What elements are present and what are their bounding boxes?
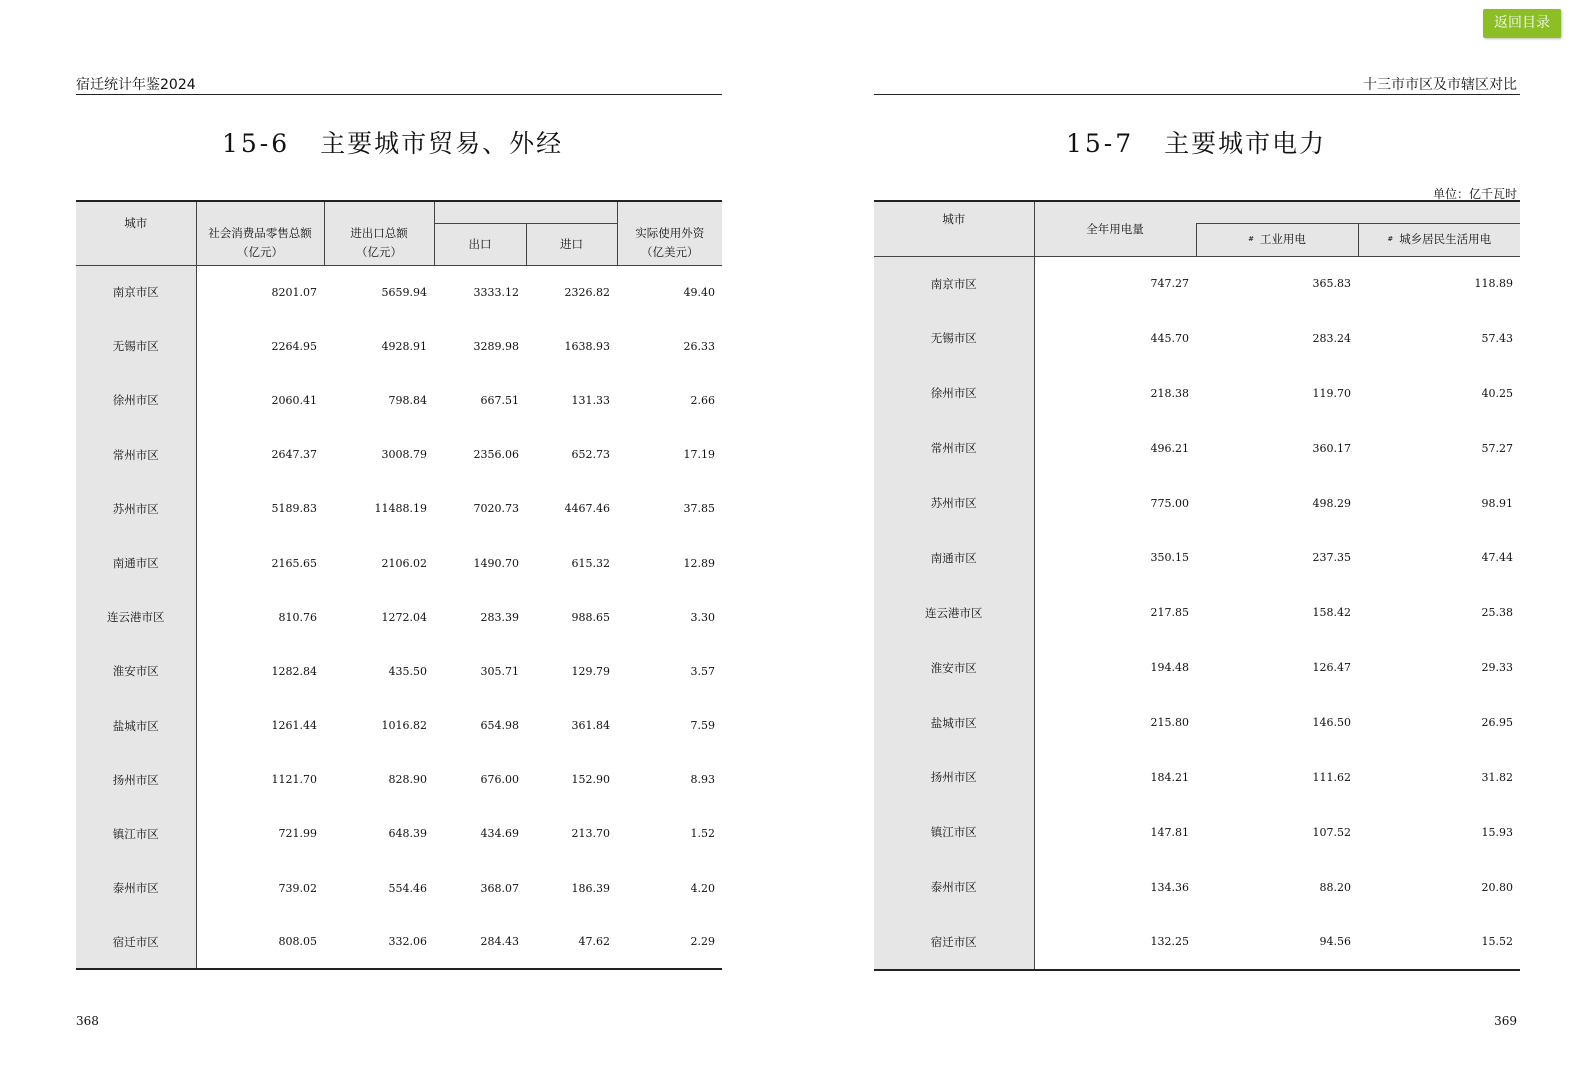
col-header-residential: # 城乡居民生活用电 xyxy=(1358,223,1520,256)
value-cell: 57.27 xyxy=(1481,441,1513,455)
city-cell: 徐州市区 xyxy=(76,373,196,427)
table-row xyxy=(874,915,1520,970)
value-cell: 1490.70 xyxy=(473,556,519,570)
value-cell: 186.39 xyxy=(571,881,610,895)
col-header-trade: 进出口总额 （亿元） xyxy=(324,201,434,265)
city-cell: 镇江市区 xyxy=(874,805,1034,860)
table-row xyxy=(76,319,722,373)
value-cell: 111.62 xyxy=(1312,770,1351,784)
value-cell: 4467.46 xyxy=(564,502,610,516)
trade-table xyxy=(76,200,722,970)
value-cell: 129.79 xyxy=(571,664,610,678)
value-cell: 107.52 xyxy=(1312,825,1351,839)
value-cell: 808.05 xyxy=(196,915,324,969)
value-cell: 810.76 xyxy=(278,610,317,624)
table-row xyxy=(874,256,1520,311)
value-cell: 1638.93 xyxy=(564,339,610,353)
col-header-city: 城市 xyxy=(76,201,196,265)
value-cell: 94.56 xyxy=(1196,915,1358,970)
table-row xyxy=(76,644,722,698)
col-header-fdi: 实际使用外资 （亿美元） xyxy=(617,201,722,265)
value-cell: 47.44 xyxy=(1481,551,1513,565)
col-header-trade-split xyxy=(434,201,617,223)
col-header-export: 出口 xyxy=(434,223,526,265)
value-cell: 361.84 xyxy=(571,719,610,733)
table-row xyxy=(76,699,722,753)
left-table-number: 15-6 xyxy=(222,129,291,158)
value-cell: 7.59 xyxy=(690,719,715,733)
value-cell: 119.70 xyxy=(1312,386,1351,400)
value-cell: 57.43 xyxy=(1481,331,1513,345)
city-cell: 连云港市区 xyxy=(874,585,1034,640)
value-cell: 2060.41 xyxy=(271,393,317,407)
city-cell: 南京市区 xyxy=(76,265,196,319)
city-cell: 无锡市区 xyxy=(76,319,196,373)
value-cell: 8201.07 xyxy=(271,285,317,299)
value-cell: 40.25 xyxy=(1481,386,1513,400)
value-cell: 284.43 xyxy=(434,915,526,969)
city-cell: 淮安市区 xyxy=(76,644,196,698)
value-cell: 739.02 xyxy=(278,881,317,895)
col-header-total-power: 全年用电量 xyxy=(1034,201,1196,256)
value-cell: 667.51 xyxy=(480,393,519,407)
value-cell: 721.99 xyxy=(278,827,317,841)
value-cell: 988.65 xyxy=(571,610,610,624)
right-table-title-text: 主要城市电力 xyxy=(1164,129,1327,158)
value-cell: 15.93 xyxy=(1481,825,1513,839)
city-cell: 盐城市区 xyxy=(874,695,1034,750)
value-cell: 496.21 xyxy=(1150,441,1189,455)
value-cell: 332.06 xyxy=(324,915,434,969)
value-cell: 3.57 xyxy=(690,664,715,678)
value-cell: 2326.82 xyxy=(564,285,610,299)
value-cell: 47.62 xyxy=(526,915,617,969)
value-cell: 445.70 xyxy=(1150,331,1189,345)
left-page-number: 368 xyxy=(76,1014,99,1028)
value-cell: 26.33 xyxy=(683,339,715,353)
value-cell: 654.98 xyxy=(480,719,519,733)
left-table-title-text: 主要城市贸易、外经 xyxy=(320,129,564,158)
value-cell: 12.89 xyxy=(683,556,715,570)
value-cell: 798.84 xyxy=(388,393,427,407)
col-header-retail: 社会消费品零售总额 （亿元） xyxy=(196,201,324,265)
table-row xyxy=(76,807,722,861)
col-header-city: 城市 xyxy=(874,201,1034,256)
table-row xyxy=(874,421,1520,476)
table-row xyxy=(76,373,722,427)
table-row xyxy=(76,265,722,319)
value-cell: 237.35 xyxy=(1312,551,1351,565)
table-row xyxy=(874,640,1520,695)
value-cell: 2.66 xyxy=(690,393,715,407)
city-cell: 宿迁市区 xyxy=(874,915,1034,970)
city-cell: 连云港市区 xyxy=(76,590,196,644)
value-cell: 20.80 xyxy=(1481,880,1513,894)
value-cell: 7020.73 xyxy=(473,502,519,516)
table-row xyxy=(874,530,1520,585)
left-table-title xyxy=(222,124,563,160)
value-cell: 368.07 xyxy=(480,881,519,895)
value-cell: 31.82 xyxy=(1481,770,1513,784)
value-cell: 131.33 xyxy=(571,393,610,407)
value-cell: 5189.83 xyxy=(271,502,317,516)
value-cell: 828.90 xyxy=(388,773,427,787)
city-cell: 扬州市区 xyxy=(76,753,196,807)
value-cell: 132.25 xyxy=(1034,915,1196,970)
table-row xyxy=(874,860,1520,915)
value-cell: 1282.84 xyxy=(271,664,317,678)
right-header-rule xyxy=(874,94,1520,95)
back-to-contents-button[interactable]: 返回目录 xyxy=(1483,9,1561,38)
value-cell: 118.89 xyxy=(1474,277,1513,291)
table-row xyxy=(76,428,722,482)
electricity-table xyxy=(874,200,1520,971)
right-page-number: 369 xyxy=(1494,1014,1517,1028)
right-table-number: 15-7 xyxy=(1066,129,1135,158)
city-cell: 常州市区 xyxy=(76,428,196,482)
table-row xyxy=(874,311,1520,366)
city-cell: 扬州市区 xyxy=(874,750,1034,805)
value-cell: 184.21 xyxy=(1150,770,1189,784)
value-cell: 37.85 xyxy=(683,502,715,516)
table-row xyxy=(874,366,1520,421)
table-row xyxy=(76,536,722,590)
value-cell: 194.48 xyxy=(1150,661,1189,675)
value-cell: 126.47 xyxy=(1312,661,1351,675)
value-cell: 1.52 xyxy=(690,827,715,841)
value-cell: 217.85 xyxy=(1150,606,1189,620)
value-cell: 3.30 xyxy=(690,610,715,624)
table-row xyxy=(874,805,1520,860)
value-cell: 652.73 xyxy=(571,448,610,462)
city-cell: 徐州市区 xyxy=(874,366,1034,421)
value-cell: 147.81 xyxy=(1150,825,1189,839)
table-row xyxy=(76,915,722,969)
value-cell: 158.42 xyxy=(1312,606,1351,620)
right-table-title xyxy=(1066,124,1326,160)
value-cell: 15.52 xyxy=(1358,915,1520,970)
value-cell: 1261.44 xyxy=(271,719,317,733)
value-cell: 134.36 xyxy=(1150,880,1189,894)
right-running-head: 十三市市区及市辖区对比 xyxy=(1363,77,1517,93)
value-cell: 2165.65 xyxy=(271,556,317,570)
value-cell: 2264.95 xyxy=(271,339,317,353)
value-cell: 305.71 xyxy=(480,664,519,678)
value-cell: 2.29 xyxy=(617,915,722,969)
value-cell: 1016.82 xyxy=(381,719,427,733)
value-cell: 218.38 xyxy=(1150,386,1189,400)
value-cell: 4928.91 xyxy=(381,339,427,353)
col-header-power-split xyxy=(1196,201,1520,223)
table-row xyxy=(874,585,1520,640)
table-row xyxy=(874,750,1520,805)
value-cell: 350.15 xyxy=(1150,551,1189,565)
city-cell: 泰州市区 xyxy=(76,861,196,915)
value-cell: 8.93 xyxy=(690,773,715,787)
col-header-import: 进口 xyxy=(526,223,617,265)
value-cell: 215.80 xyxy=(1150,716,1189,730)
value-cell: 283.24 xyxy=(1312,331,1351,345)
unit-label: 单位：亿千瓦时 xyxy=(1432,187,1517,201)
value-cell: 3008.79 xyxy=(381,448,427,462)
value-cell: 2106.02 xyxy=(381,556,427,570)
city-cell: 常州市区 xyxy=(874,421,1034,476)
value-cell: 17.19 xyxy=(683,448,715,462)
table-row xyxy=(874,476,1520,531)
city-cell: 南通市区 xyxy=(874,530,1034,585)
city-cell: 苏州市区 xyxy=(874,476,1034,531)
value-cell: 26.95 xyxy=(1481,716,1513,730)
value-cell: 3333.12 xyxy=(473,285,519,299)
value-cell: 283.39 xyxy=(480,610,519,624)
value-cell: 152.90 xyxy=(571,773,610,787)
value-cell: 49.40 xyxy=(683,285,715,299)
table-row xyxy=(76,753,722,807)
city-cell: 南京市区 xyxy=(874,256,1034,311)
value-cell: 88.20 xyxy=(1319,880,1351,894)
table-row xyxy=(76,590,722,644)
value-cell: 360.17 xyxy=(1312,441,1351,455)
value-cell: 98.91 xyxy=(1481,496,1513,510)
value-cell: 435.50 xyxy=(388,664,427,678)
city-cell: 盐城市区 xyxy=(76,699,196,753)
value-cell: 498.29 xyxy=(1312,496,1351,510)
city-cell: 淮安市区 xyxy=(874,640,1034,695)
value-cell: 1121.70 xyxy=(271,773,317,787)
value-cell: 775.00 xyxy=(1150,496,1189,510)
left-running-head: 宿迁统计年鉴2024 xyxy=(76,77,196,93)
value-cell: 648.39 xyxy=(388,827,427,841)
left-header-rule xyxy=(76,94,722,95)
value-cell: 365.83 xyxy=(1312,277,1351,291)
city-cell: 泰州市区 xyxy=(874,860,1034,915)
table-row xyxy=(76,861,722,915)
city-cell: 镇江市区 xyxy=(76,807,196,861)
value-cell: 554.46 xyxy=(388,881,427,895)
value-cell: 11488.19 xyxy=(374,502,427,516)
value-cell: 29.33 xyxy=(1481,661,1513,675)
col-header-industrial: # 工业用电 xyxy=(1196,223,1358,256)
city-cell: 苏州市区 xyxy=(76,482,196,536)
value-cell: 146.50 xyxy=(1312,716,1351,730)
table-row xyxy=(76,482,722,536)
value-cell: 4.20 xyxy=(690,881,715,895)
city-cell: 无锡市区 xyxy=(874,311,1034,366)
value-cell: 25.38 xyxy=(1481,606,1513,620)
value-cell: 434.69 xyxy=(480,827,519,841)
value-cell: 213.70 xyxy=(571,827,610,841)
value-cell: 3289.98 xyxy=(473,339,519,353)
value-cell: 5659.94 xyxy=(381,285,427,299)
value-cell: 676.00 xyxy=(480,773,519,787)
table-row xyxy=(874,695,1520,750)
value-cell: 1272.04 xyxy=(381,610,427,624)
value-cell: 747.27 xyxy=(1150,277,1189,291)
city-cell: 宿迁市区 xyxy=(76,915,196,969)
city-cell: 南通市区 xyxy=(76,536,196,590)
value-cell: 2356.06 xyxy=(473,448,519,462)
value-cell: 2647.37 xyxy=(271,448,317,462)
value-cell: 615.32 xyxy=(571,556,610,570)
